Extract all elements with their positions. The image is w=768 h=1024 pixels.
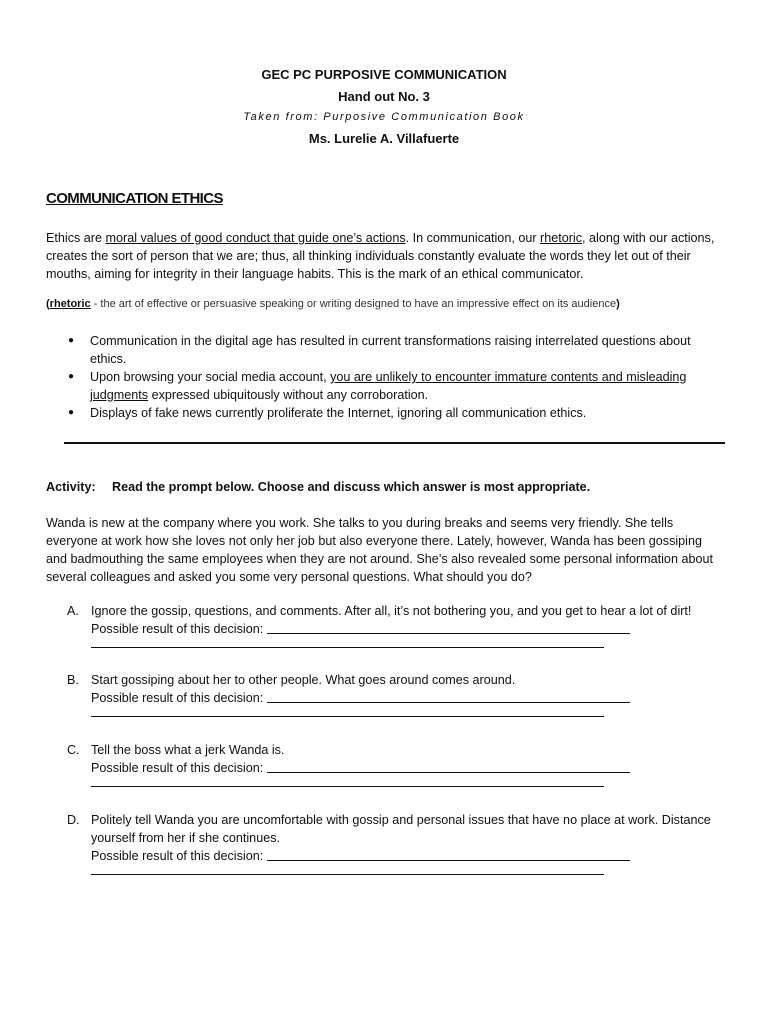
- ethics-paragraph: [46, 229, 726, 283]
- ethics-definition-underlined: moral values of good conduct that guide one’s actions: [105, 231, 406, 245]
- section-heading: COMMUNICATION ETHICS: [46, 190, 223, 207]
- result-label: Possible result of this decision:: [91, 691, 264, 705]
- result-label: Possible result of this decision:: [91, 622, 264, 636]
- bullet-text: Communication in the digital age has resulted in current transformations raising interrelated questions about ethics.: [90, 334, 691, 366]
- ethics-bullet-list: [68, 332, 718, 422]
- option-c: [67, 741, 727, 787]
- result-label: Possible result of this decision:: [91, 849, 264, 863]
- result-label: Possible result of this decision:: [91, 761, 264, 775]
- ethics-text-2: . In communication, our: [405, 231, 541, 245]
- rhetoric-underlined: rhetoric: [540, 231, 583, 245]
- activity-prompt: Read the prompt below. Choose and discuss which answer is most appropriate.: [112, 480, 591, 494]
- option-text: Tell the boss what a jerk Wanda is.: [91, 743, 285, 757]
- list-item: [68, 368, 718, 404]
- list-item: [68, 332, 718, 368]
- answer-line[interactable]: [91, 647, 604, 648]
- option-letter: B.: [67, 673, 79, 687]
- bullet-text-a: Upon browsing your social media account,: [90, 370, 331, 384]
- note-close-paren: ): [616, 298, 620, 310]
- answer-line[interactable]: [267, 702, 630, 703]
- source-line: Taken from: Purposive Communication Book: [243, 111, 525, 123]
- list-item: [68, 404, 718, 422]
- note-term: rhetoric: [49, 298, 91, 310]
- bullet-text: Displays of fake news currently proliferate the Internet, ignoring all communication ethics.: [90, 406, 587, 420]
- answer-line[interactable]: [91, 786, 604, 787]
- option-letter: C.: [67, 743, 80, 757]
- note-definition: - the art of effective or persuasive speaking or writing designed to have an impressive effect on its audience: [90, 298, 617, 310]
- activity-label: Activity:: [46, 480, 96, 494]
- answer-line[interactable]: [267, 772, 630, 773]
- note-open-paren: (: [46, 298, 50, 310]
- answer-line[interactable]: [267, 860, 630, 861]
- activity-instruction: [46, 480, 590, 494]
- course-title: GEC PC PURPOSIVE COMMUNICATION: [261, 67, 507, 82]
- rhetoric-note: [46, 298, 620, 310]
- option-a: [67, 602, 727, 648]
- option-b: [67, 671, 727, 717]
- scenario-paragraph: Wanda is new at the company where you work. She talks to you during breaks and seems very friendly. She tells everyone at work how she loves not only her job but also everyone there. Lately, however, Wanda has been gossiping and badmouthing the same employees when they are not around. She’s also revealed some personal information about several colleagues and asked you some very personal questions. What should you do?: [46, 516, 713, 584]
- section-divider: [64, 442, 725, 444]
- option-text: Start gossiping about her to other people. What goes around comes around.: [91, 673, 516, 687]
- option-text: Ignore the gossip, questions, and comments. After all, it’s not bothering you, and you get to hear a lot of dirt!: [91, 604, 692, 618]
- answer-line[interactable]: [267, 633, 630, 634]
- handout-number: Hand out No. 3: [338, 89, 430, 104]
- option-letter: A.: [67, 604, 79, 618]
- option-letter: D.: [67, 813, 80, 827]
- bullet-text-underlined: you are unlikely to encounter immature contents and misleading judgments: [90, 370, 687, 402]
- ethics-text-3: , along with our actions, creates the sort of person that we are; thus, all thinking individuals constantly evaluate the words they let out of their mouths, aiming for integrity in their language habits. This is the mark of an ethical communicator.: [46, 231, 715, 281]
- option-text: Politely tell Wanda you are uncomfortable with gossip and personal issues that have no place at work. Distance yourself from her if she continues.: [91, 813, 711, 845]
- author-name: Ms. Lurelie A. Villafuerte: [308, 131, 460, 146]
- answer-line[interactable]: [91, 874, 604, 875]
- bullet-text-b: expressed ubiquitously without any corroboration.: [148, 388, 429, 402]
- answer-line[interactable]: [91, 716, 604, 717]
- bullet-icon: ●: [68, 407, 75, 418]
- ethics-text-1: Ethics are: [46, 231, 106, 245]
- bullet-icon: ●: [68, 335, 75, 346]
- option-d: [67, 811, 727, 875]
- bullet-icon: ●: [68, 371, 75, 382]
